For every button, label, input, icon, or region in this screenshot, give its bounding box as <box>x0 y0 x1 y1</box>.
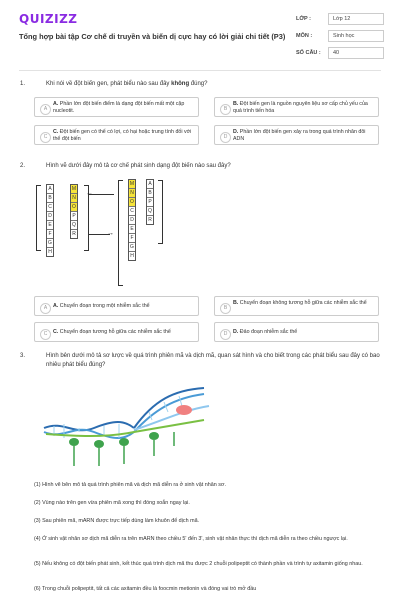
q3-statement-6: (6) Trong chuỗi polipeptit, tất cả các axitamin đều là foocmin metionin và đóng vai trò mở đầu <box>34 586 257 592</box>
q1-option-b-prefix: B. <box>233 101 239 107</box>
chromosome-figure <box>36 178 166 296</box>
transcription-translation-figure <box>34 380 214 470</box>
q2-option-a-label: Chuyển đoạn trong một nhiễm sắc thể <box>59 303 150 309</box>
gene-a: A <box>48 186 52 192</box>
gene-e: E <box>48 222 52 228</box>
grade-value: Lớp 12 <box>333 16 351 22</box>
q2-option-b[interactable] <box>214 296 379 316</box>
grade-box <box>328 13 384 25</box>
q1-option-d-prefix: D. <box>233 129 239 135</box>
gene-r: R <box>148 217 152 223</box>
q3-statement-4: (4) Ở sinh vật nhân sơ dịch mã diễn ra trên mARN theo chiều 5' đến 3', sinh vật nhân thực thì dịch mã diễn ra theo chiều ngược lại. <box>34 536 348 542</box>
q2-option-d-label: Đảo đoạn nhiễm sắc thể <box>239 329 298 335</box>
gene-d: D <box>130 217 134 223</box>
bracket-right-close <box>158 180 163 244</box>
gene-h: H <box>48 249 52 255</box>
q2-text: Hình vẽ dưới đây mô tả cơ chế phát sinh dạng đột biến nào sau đây? <box>46 163 231 169</box>
q1-option-c[interactable] <box>34 125 199 145</box>
q1-text-after: đúng? <box>189 81 208 87</box>
gene-b: B <box>48 195 52 201</box>
q1-option-b-label: Đột biến gen là nguồn nguyên liệu sơ cấp chủ yếu của quá trình tiến hóa <box>233 101 368 114</box>
gene-r: R <box>72 231 76 237</box>
q1-option-d-letter: D <box>220 132 231 143</box>
q1-option-a-label: Phần lớn đột biến điểm là dạng đột biến mất một cặp nucleotit. <box>53 101 185 114</box>
q1-option-a-prefix: A. <box>53 101 59 107</box>
q3-text: Hình bên dưới mô tả sơ lược về quá trình phiên mã và dịch mã, quan sát hình và cho biết trong các phát biểu sau đây có bao nhiêu phát biểu đúng? <box>46 353 380 368</box>
gene-f: F <box>48 231 52 237</box>
gene-n: N <box>130 190 134 196</box>
q1-option-b-letter: B <box>220 104 231 115</box>
q2-option-d-text <box>233 329 377 336</box>
gene-o: O <box>130 199 134 205</box>
q3-statement-5: (5) Nếu không có đột biến phát sinh, kết thúc quá trình dịch mã thu được 2 chuỗi polipeptit có thành phần và trình tự axitamin giống nhau. <box>34 561 363 567</box>
gene-c: C <box>130 208 134 214</box>
subject-label: MÔN : <box>296 33 313 39</box>
gene-p: P <box>148 199 152 205</box>
count-box <box>328 47 384 59</box>
gene-f: F <box>130 235 134 241</box>
gene-c: C <box>48 204 52 210</box>
right-chromosome-b <box>146 179 154 225</box>
q2-option-d-letter: D <box>220 329 231 340</box>
q3-statement-1: (1) Hình vẽ bên mô tả quá trình phiên mã và dịch mã diễn ra ở sinh vật nhân sơ. <box>34 482 226 488</box>
count-value: 40 <box>333 50 340 56</box>
gene-g: G <box>48 240 52 246</box>
q1-option-a[interactable] <box>34 97 199 117</box>
arrow-right-icon: → <box>107 230 114 237</box>
q1-option-d-text <box>233 129 377 143</box>
gene-h: H <box>130 253 134 259</box>
q3-statement-2: (2) Vùng nào trên gen vừa phiên mã xong thì đóng xoắn ngay lại. <box>34 500 190 506</box>
header-divider <box>19 70 381 71</box>
gene-p: P <box>72 213 76 219</box>
left-chromosome-b <box>70 184 78 239</box>
q2-option-b-letter: B <box>220 303 231 314</box>
subject-box <box>328 30 384 42</box>
q2-option-c-label: Chuyển đoạn tương hỗ giữa các nhiễm sắc thể <box>59 329 171 335</box>
q1-option-c-letter: C <box>40 132 51 143</box>
gene-q: Q <box>148 208 152 214</box>
gene-g: G <box>130 244 134 250</box>
bracket-right-open <box>118 180 123 286</box>
q2-option-b-text <box>233 300 377 307</box>
right-chromosome-a <box>128 179 136 261</box>
q2-option-b-label: Chuyển đoạn không tương hỗ giữa các nhiễm sắc thể <box>239 300 367 306</box>
q2-option-a-prefix: A. <box>53 303 59 309</box>
q1-text-bold: không <box>171 81 190 87</box>
q1-option-c-text <box>53 129 197 143</box>
gene-q: Q <box>72 222 76 228</box>
gene-o: O <box>72 204 76 210</box>
q3-statement-3: (3) Sau phiên mã, mARN được trực tiếp dùng làm khuôn để dịch mã. <box>34 518 200 524</box>
q1-option-a-text <box>53 101 197 115</box>
bracket-left-open <box>36 185 41 251</box>
q1-option-c-label: Đột biến gen có thể có lợi, có hại hoặc trung tính đối với thể đột biến <box>53 129 192 142</box>
gene-m: M <box>71 186 77 192</box>
q1-option-d[interactable] <box>214 125 379 145</box>
arrow-left-icon: ← <box>86 190 93 197</box>
q1-option-d-label: Phần lớn đột biến gen xảy ra trong quá trình nhân đôi ADN <box>233 129 366 142</box>
page-title: Tổng hợp bài tập Cơ chế di truyền và biến dị cực hay có lời giải chi tiết (P3) <box>19 32 286 41</box>
q2-option-d[interactable] <box>214 322 379 342</box>
q2-option-a[interactable] <box>34 296 199 316</box>
q3-number: 3. <box>20 353 26 359</box>
q2-option-d-prefix: D. <box>233 329 239 335</box>
q2-option-a-text <box>53 303 197 310</box>
count-label: SỐ CÂU : <box>296 50 321 56</box>
subject-value: Sinh học <box>333 33 355 39</box>
q2-option-c-prefix: C. <box>53 329 59 335</box>
q1-option-c-prefix: C. <box>53 129 59 135</box>
q2-option-a-letter: A <box>40 303 51 314</box>
q1-number: 1. <box>20 81 26 87</box>
q2-option-b-prefix: B. <box>233 300 239 306</box>
q1-option-b[interactable] <box>214 97 379 117</box>
q2-option-c[interactable] <box>34 322 199 342</box>
q2-option-c-letter: C <box>40 329 51 340</box>
dna-diagram-svg <box>34 380 214 470</box>
gene-b: B <box>148 190 152 196</box>
gene-a: A <box>148 181 152 187</box>
gene-m: M <box>129 181 135 187</box>
grade-label: LỚP : <box>296 16 311 22</box>
q1-option-b-text <box>233 101 377 115</box>
gene-e: E <box>130 226 134 232</box>
quizizz-logo: QUIZIZZ <box>19 12 78 26</box>
q1-option-a-letter: A <box>40 104 51 115</box>
left-chromosome-a <box>46 184 54 257</box>
q2-option-c-text <box>53 329 197 336</box>
gene-d: D <box>48 213 52 219</box>
q2-number: 2. <box>20 163 26 169</box>
q1-text-before: Khi nói về đột biến gen, phát biểu nào sau đây <box>46 81 172 87</box>
gene-n: N <box>72 195 76 201</box>
q1-text <box>46 80 381 89</box>
